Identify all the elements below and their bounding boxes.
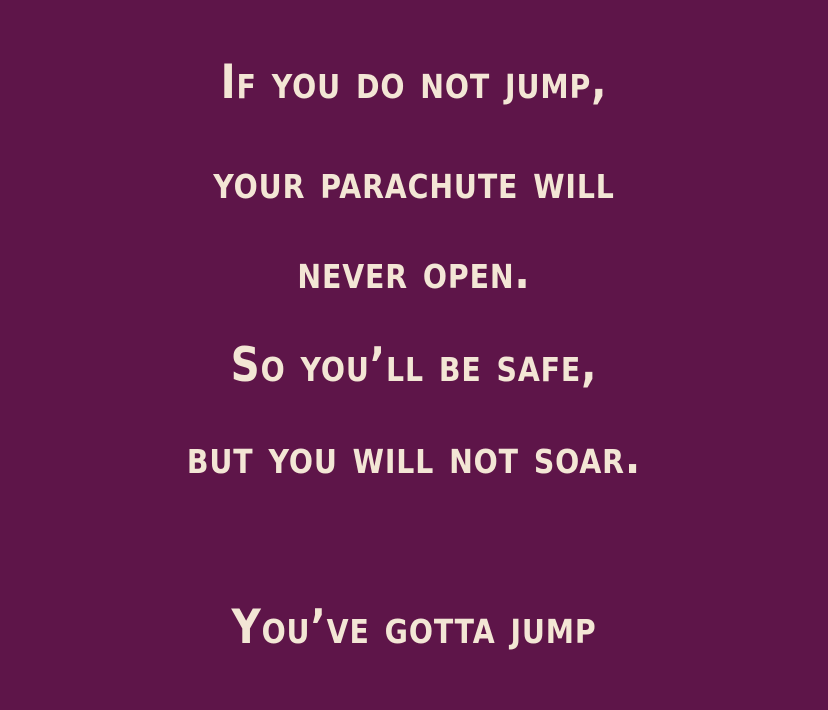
quote-closing-line: You’ve gotta jump <box>231 600 597 655</box>
quote-line-1: If you do not jump, <box>220 55 608 110</box>
quote-line-5: but you will not soar. <box>186 430 642 485</box>
quote-line-3: never open. <box>297 245 531 300</box>
quote-line-4: So you’ll be safe, <box>230 338 598 393</box>
quote-line-2: your parachute will <box>213 155 615 210</box>
